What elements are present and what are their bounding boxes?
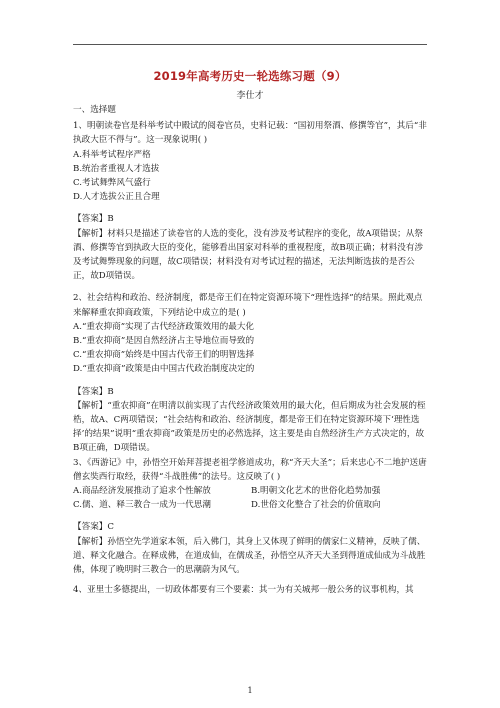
question-3-analysis: 【解析】孙悟空先学道家本领，后入佛门，其身上又体现了鲜明的儒家仁义精神，反映了儒、道、释文化融合。在释成佛，在道成仙，在儒成圣，孙悟空从齐天大圣到得道成仙成为斗战胜佛，体现了晚明时三教合一的思潮蔚为风气。 xyxy=(73,536,426,576)
question-2-option-c: C.“重农抑商”始终是中国古代帝王们的明智选择 xyxy=(73,350,255,361)
header-rule xyxy=(73,44,427,45)
question-3-option-c: C.儒、道、释三教合一成为一代思潮 xyxy=(73,500,211,511)
question-2-analysis: 【解析】“重农抑商”在明清以前实现了古代经济政策效用的最大化，但后期成为社会发展的桎梏，故A、C两项错误；“社会结构和政治、经济制度，都是帝王们在特定资源环境下‘理性选择’的结果”说明“重农抑商”政策是历史的必然选择，这主要是由自然经济生产方式决定的，故B项正确，D项错误。 xyxy=(73,400,426,454)
question-3-options-row-1 xyxy=(73,484,429,498)
document-body xyxy=(73,103,429,598)
question-1-stem: 1、明朝读卷官是科举考试中殿试的阅卷官员，史料记载：“国初用祭酒、修撰等官”，其后“非执政大臣不得与”。这一现象说明( ) xyxy=(73,121,427,146)
section-heading: 一、选择题 xyxy=(73,105,116,115)
question-3-options-row-2 xyxy=(73,498,429,512)
page-number: 1 xyxy=(247,686,253,695)
question-1-option-d: D.人才选拔公正且合理 xyxy=(73,192,160,203)
question-1-answer: 【答案】B xyxy=(73,214,114,225)
question-1-option-c: C.考试舞弊风气盛行 xyxy=(73,178,151,189)
question-3-stem: 3、《西游记》中，孙悟空开始拜菩提老祖学修道成功，称“齐天大圣”；后来忠心不二地护送唐僧玄奘西行取经，获得“斗战胜佛”的法号。这反映了( ) xyxy=(73,457,427,482)
question-3-option-a: A.商品经济发展推动了追求个性解放 xyxy=(73,486,211,497)
question-2-option-b: B.“重农抑商”是因自然经济占主导地位而导致的 xyxy=(73,336,255,347)
question-1-option-a: A.科举考试程序严格 xyxy=(73,149,151,160)
question-2-option-d: D.“重农抑商”政策是由中国古代政治制度决定的 xyxy=(73,364,255,375)
question-3-option-d: D.世俗文化整合了社会的价值取向 xyxy=(251,500,381,511)
author: 李仕才 xyxy=(236,91,264,101)
question-4-stem: 4、亚里士多德提出，一切政体都要有三个要素：其一为有关城邦一般公务的议事机构，其 xyxy=(73,585,414,596)
question-1-analysis: 【解析】材料只是描述了读卷官的人选的变化，没有涉及考试程序的变化，故A项错误；从祭酒、修撰等官到执政大臣的变化，能够看出国家对科举的重视程度，故B项正确；材料没有涉及考试舞弊现象的问题，故C项错误；材料没有对考试过程的描述，无法判断选拔的是否公正，故D项错误。 xyxy=(73,228,424,282)
question-2-stem: 2、社会结构和政治、经济制度，都是帝王们在特定资源环境下“理性选择”的结果。照此观点来解释重农抑商政策，下列结论中成立的是( ) xyxy=(73,293,423,318)
document-title: 2019年高考历史一轮选练习题（9） xyxy=(153,69,347,83)
question-2-option-a: A.“重农抑商”实现了古代经济政策效用的最大化 xyxy=(73,321,255,332)
question-3-option-b: B.明朝文化艺术的世俗化趋势加强 xyxy=(251,486,381,497)
question-2-answer: 【答案】B xyxy=(73,386,114,397)
question-3-answer: 【答案】C xyxy=(73,522,114,533)
question-1-option-b: B.统治者重视人才选拔 xyxy=(73,163,160,174)
